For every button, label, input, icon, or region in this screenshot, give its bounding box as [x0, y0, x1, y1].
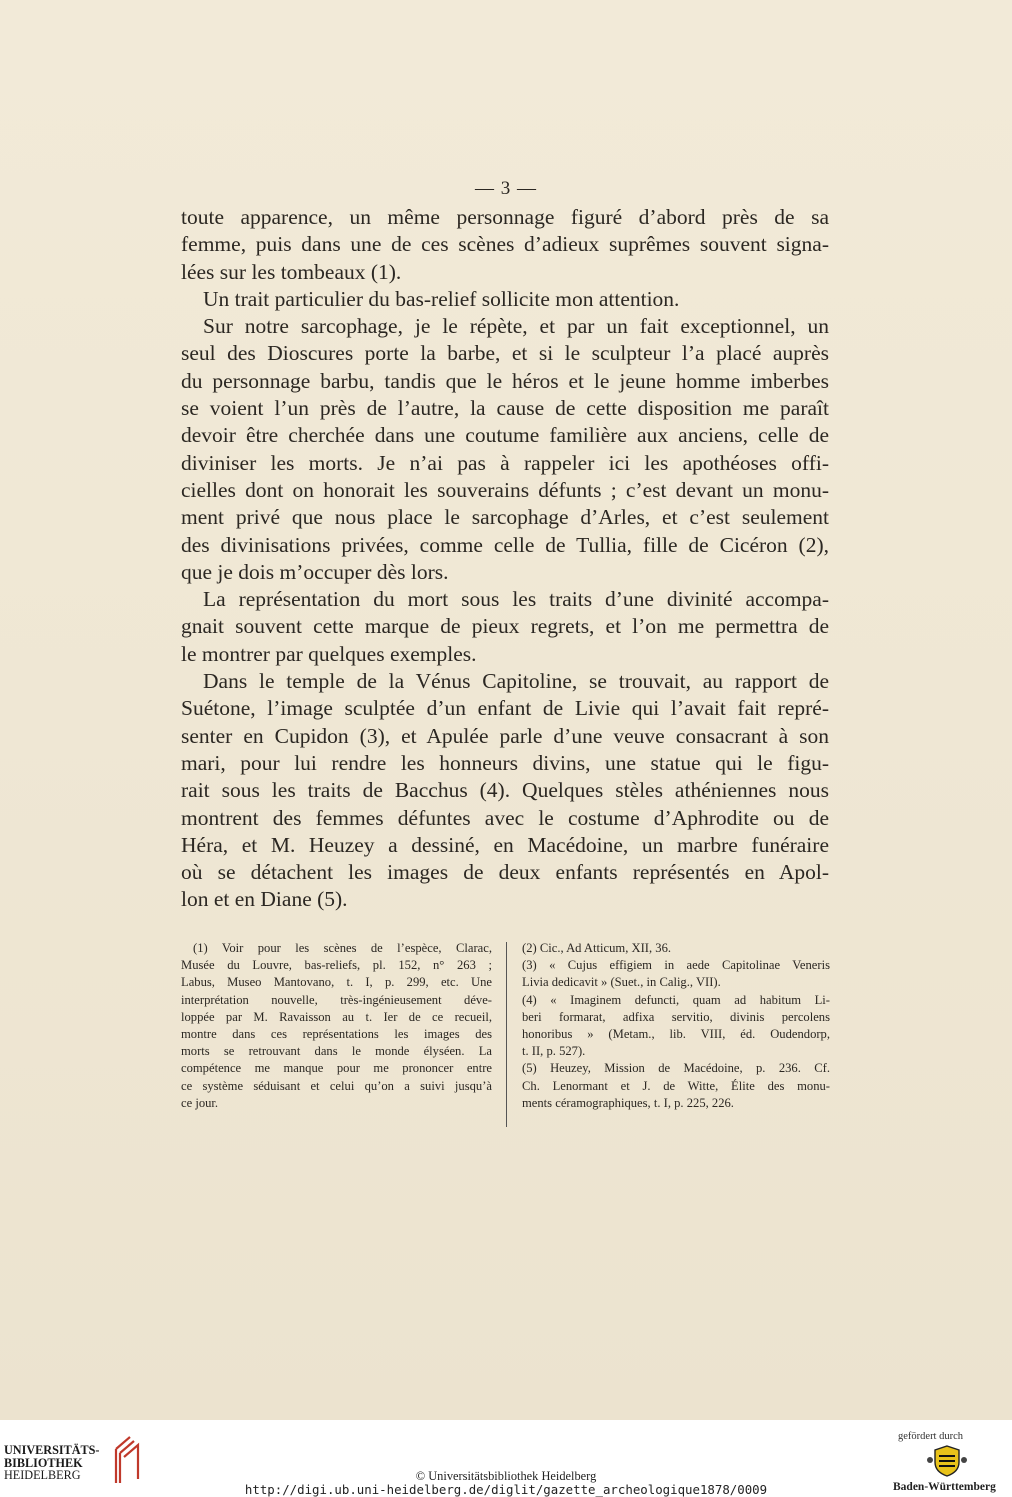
- body-text-line: rait sous les traits de Bacchus (4). Quelques stèles athéniennes nous: [181, 778, 829, 803]
- body-text-line: du personnage barbu, tandis que le héros et le jeune homme imberbes: [181, 368, 829, 393]
- footnote-right-line: beri formarat, adfixa servitio, divinis percolens: [522, 1009, 830, 1024]
- body-text-line: où se détachent les images de deux enfants représentés en Apol-: [181, 860, 829, 885]
- footnote-left-line: Labus, Museo Mantovano, t. I, p. 299, etc. Une: [181, 975, 492, 990]
- footnote-right-line: t. II, p. 527).: [522, 1044, 586, 1059]
- footnote-left-line: ce jour.: [181, 1095, 219, 1110]
- footnote-left-line: compétence me manque pour me prononcer entre: [181, 1061, 492, 1076]
- baden-wuerttemberg-coat-of-arms-icon: [926, 1444, 968, 1478]
- footnote-right-line: (3) « Cujus effigiem in aede Capitolinae Veneris: [522, 958, 830, 973]
- footnotes-left-column: [181, 940, 492, 1112]
- page-number: — 3 —: [475, 178, 537, 199]
- copyright-notice: © Universitätsbibliothek Heidelberg: [415, 1469, 597, 1483]
- footnote-right-line: Ch. Lenormant et J. de Witte, Élite des monu-: [522, 1078, 830, 1093]
- footnote-left-line: ce système séduisant et celui qu’on a suivi jusqu’à: [181, 1078, 492, 1093]
- footnote-left-line: interprétation nouvelle, très-ingénieusement déve-: [181, 992, 492, 1007]
- library-name-line-1: UNIVERSITÄTS-: [4, 1443, 100, 1457]
- body-text-line: se voient l’un près de l’autre, la cause de cette disposition me paraît: [181, 396, 829, 421]
- body-text-line: cielles dont on honorait les souverains défunts ; c’est devant un monu-: [181, 477, 829, 502]
- footnote-right-line: honoribus » (Metam., lib. VIII, éd. Oudendorp,: [522, 1026, 830, 1041]
- footnote-left-line: (1) Voir pour les scènes de l’espèce, Clarac,: [193, 941, 492, 955]
- body-text-line: lées sur les tombeaux (1).: [181, 259, 402, 284]
- body-text-line: des divinisations privées, comme celle de Tullia, fille de Cicéron (2),: [181, 532, 829, 557]
- main-text: [181, 204, 829, 914]
- body-text-line: Suétone, l’image sculptée d’un enfant de Livie qui l’avait fait repré-: [181, 696, 829, 721]
- body-text-line: Un trait particulier du bas-relief sollicite mon attention.: [203, 286, 680, 311]
- source-url-link[interactable]: http://digi.ub.uni-heidelberg.de/diglit/gazette_archeologique1878/0009: [244, 1482, 768, 1497]
- body-text-line: ment privé que nous place le sarcophage d’Arles, et c’est seulement: [181, 505, 829, 530]
- footnote-left-line: montre dans ces représentations les images des: [181, 1026, 492, 1041]
- footnote-left-line: morts se retrouvant dans le monde élyséen. La: [181, 1044, 492, 1059]
- body-text-line: Dans le temple de la Vénus Capitoline, se trouvait, au rapport de: [203, 669, 829, 694]
- funded-by-label: gefördert durch: [898, 1431, 964, 1442]
- footnote-right-line: ments céramographiques, t. I, p. 225, 226.: [522, 1095, 734, 1110]
- body-text-line: que je dois m’occuper dès lors.: [181, 559, 449, 584]
- body-text-line: femme, puis dans une de ces scènes d’adieux suprêmes souvent signa-: [181, 232, 829, 257]
- body-text-line: La représentation du mort sous les traits d’une divinité accompa-: [203, 587, 829, 612]
- footnote-right-line: (2) Cic., Ad Atticum, XII, 36.: [522, 941, 672, 955]
- body-text-line: Sur notre sarcophage, je le répète, et par un fait exceptionnel, un: [203, 314, 829, 339]
- body-text-line: seul des Dioscures porte la barbe, et si le sculpteur l’a placé auprès: [181, 341, 829, 366]
- body-text-line: diviniser les morts. Je n’ai pas à rappeler ici les apothéoses offi-: [181, 450, 829, 475]
- footnote-left-line: Musée du Louvre, bas-reliefs, pl. 152, n° 263 ;: [181, 958, 492, 973]
- footnotes-right-column: [522, 940, 830, 1112]
- library-name-line-3: HEIDELBERG: [4, 1468, 81, 1482]
- body-text-line: devoir être cherchée dans une coutume familière aux anciens, celle de: [181, 423, 829, 448]
- footnote-column-divider: [506, 942, 507, 1127]
- footnote-right-line: Livia dedicavit » (Suet., in Calig., VII).: [522, 975, 721, 990]
- body-text-line: toute apparence, un même personnage figuré d’abord près de sa: [181, 205, 829, 229]
- body-text-line: senter en Cupidon (3), et Apulée parle d’une veuve consacrant à son: [181, 723, 829, 748]
- body-text-line: mari, pour lui rendre les honneurs divins, une statue qui le figu-: [181, 750, 829, 775]
- body-text-line: gnait souvent cette marque de pieux regrets, et l’on me permettra de: [181, 614, 829, 639]
- body-text-line: lon et en Diane (5).: [181, 887, 348, 912]
- funder-name: Baden-Württemberg: [893, 1481, 996, 1493]
- library-name-line-2: BIBLIOTHEK: [4, 1455, 83, 1470]
- footnote-right-line: (5) Heuzey, Mission de Macédoine, p. 236. Cf.: [522, 1061, 830, 1076]
- footnote-left-line: loppée par M. Ravaisson au t. Ier de ce recueil,: [181, 1009, 492, 1024]
- footnote-right-line: (4) « Imaginem defuncti, quam ad habitum Li-: [522, 992, 830, 1007]
- body-text-line: Héra, et M. Heuzey a dessiné, en Macédoine, un marbre funéraire: [181, 832, 829, 857]
- body-text-line: montrent des femmes défuntes avec le costume d’Aphrodite ou de: [181, 805, 829, 830]
- body-text-line: le montrer par quelques exemples.: [181, 641, 477, 666]
